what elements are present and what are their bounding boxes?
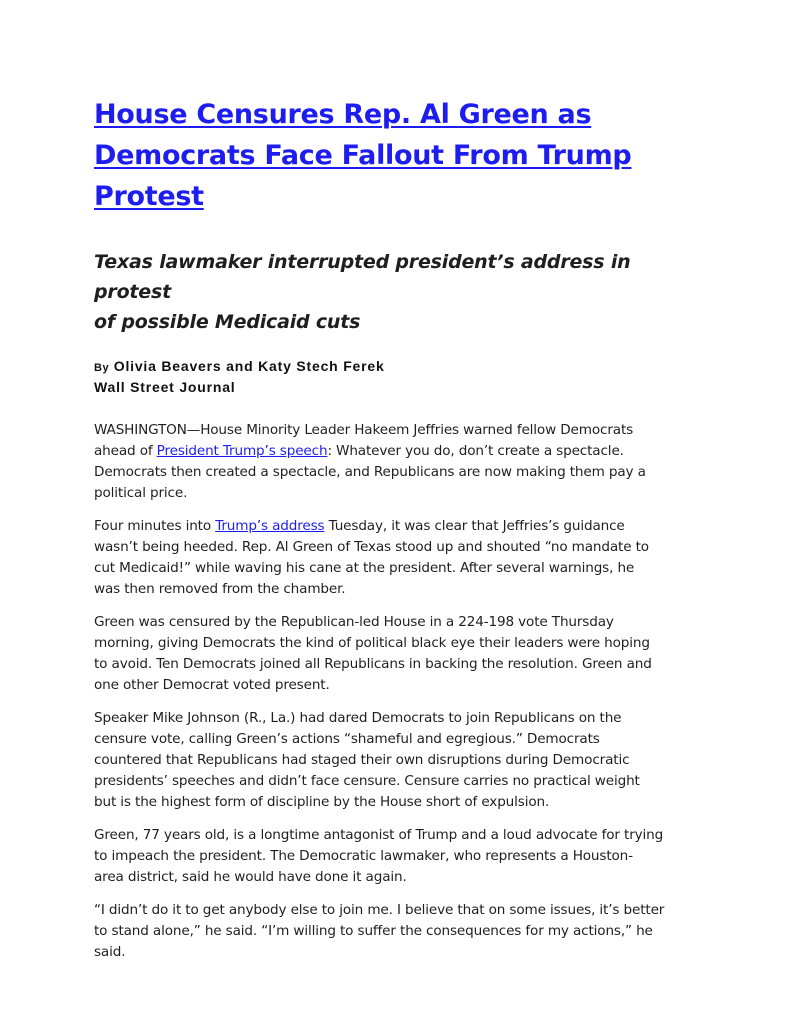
text-segment: political price. bbox=[94, 485, 188, 501]
paragraph-line bbox=[94, 633, 704, 654]
paragraph-line bbox=[94, 675, 704, 696]
article-body bbox=[94, 420, 704, 963]
paragraph-line bbox=[94, 825, 704, 846]
body-paragraph bbox=[94, 516, 704, 600]
byline bbox=[94, 357, 704, 397]
headline-line[interactable]: House Censures Rep. Al Green as bbox=[94, 99, 592, 130]
headline-line[interactable]: Democrats Face Fallout From Trump bbox=[94, 140, 632, 171]
byline-publication: Wall Street Journal bbox=[94, 379, 236, 395]
paragraph-line bbox=[94, 900, 704, 921]
paragraph-line bbox=[94, 420, 704, 441]
paragraph-line bbox=[94, 792, 704, 813]
body-paragraph bbox=[94, 900, 704, 963]
inline-link[interactable]: President Trump’s speech bbox=[156, 443, 328, 459]
inline-link[interactable]: Trump’s address bbox=[215, 518, 325, 534]
body-paragraph bbox=[94, 420, 704, 504]
paragraph-line bbox=[94, 867, 704, 888]
text-segment: wasn’t being heeded. Rep. Al Green of Texas stood up and shouted “no mandate to bbox=[94, 539, 649, 555]
text-segment: was then removed from the chamber. bbox=[94, 581, 346, 597]
paragraph-line bbox=[94, 516, 704, 537]
body-paragraph bbox=[94, 612, 704, 696]
paragraph-line bbox=[94, 441, 704, 462]
paragraph-line bbox=[94, 462, 704, 483]
paragraph-line bbox=[94, 708, 704, 729]
text-segment: Four minutes into bbox=[94, 518, 216, 534]
article bbox=[94, 94, 704, 975]
paragraph-line bbox=[94, 846, 704, 867]
text-segment: censure vote, calling Green’s actions “shameful and egregious.” Democrats bbox=[94, 731, 600, 747]
text-segment: one other Democrat voted present. bbox=[94, 677, 330, 693]
text-segment: but is the highest form of discipline by the House short of expulsion. bbox=[94, 794, 550, 810]
text-segment: Democrats then created a spectacle, and Republicans are now making them pay a bbox=[94, 464, 646, 480]
paragraph-line bbox=[94, 750, 704, 771]
text-segment: to stand alone,” he said. “I’m willing to suffer the consequences for my actions,” he bbox=[94, 923, 653, 939]
article-headline[interactable] bbox=[94, 94, 704, 217]
byline-authors-row bbox=[94, 357, 704, 378]
byline-by-label: By bbox=[94, 362, 110, 374]
byline-authors: Olivia Beavers and Katy Stech Ferek bbox=[113, 358, 385, 374]
paragraph-line bbox=[94, 921, 704, 942]
text-segment: WASHINGTON—House Minority Leader Hakeem Jeffries warned fellow Democrats bbox=[94, 422, 634, 438]
paragraph-line bbox=[94, 942, 704, 963]
text-segment: said. bbox=[94, 944, 126, 960]
text-segment: “I didn’t do it to get anybody else to join me. I believe that on some issues, it’s better bbox=[94, 902, 665, 918]
paragraph-line bbox=[94, 771, 704, 792]
text-segment: countered that Republicans had staged their own disruptions during Democratic bbox=[94, 752, 630, 768]
text-segment: morning, giving Democrats the kind of political black eye their leaders were hoping bbox=[94, 635, 650, 651]
paragraph-line bbox=[94, 729, 704, 750]
text-segment: : Whatever you do, don’t create a spectacle. bbox=[327, 443, 624, 459]
subhead-line: of possible Medicaid cuts bbox=[94, 311, 361, 333]
subhead-line: Texas lawmaker interrupted president’s address in protest bbox=[94, 251, 631, 303]
text-segment: Speaker Mike Johnson (R., La.) had dared Democrats to join Republicans on the bbox=[94, 710, 622, 726]
paragraph-line bbox=[94, 654, 704, 675]
article-subheadline bbox=[94, 247, 704, 337]
text-segment: ahead of bbox=[94, 443, 157, 459]
headline-line[interactable]: Protest bbox=[94, 181, 204, 212]
text-segment: area district, said he would have done it again. bbox=[94, 869, 407, 885]
text-segment: Green, 77 years old, is a longtime antagonist of Trump and a loud advocate for trying bbox=[94, 827, 664, 843]
body-paragraph bbox=[94, 708, 704, 813]
text-segment: Tuesday, it was clear that Jeffries’s guidance bbox=[324, 518, 625, 534]
paragraph-line bbox=[94, 483, 704, 504]
paragraph-line bbox=[94, 537, 704, 558]
paragraph-line bbox=[94, 579, 704, 600]
text-segment: to avoid. Ten Democrats joined all Republicans in backing the resolution. Green and bbox=[94, 656, 652, 672]
text-segment: presidents’ speeches and didn’t face censure. Censure carries no practical weight bbox=[94, 773, 640, 789]
paragraph-line bbox=[94, 558, 704, 579]
text-segment: Green was censured by the Republican-led House in a 224-198 vote Thursday bbox=[94, 614, 614, 630]
text-segment: to impeach the president. The Democratic lawmaker, who represents a Houston- bbox=[94, 848, 633, 864]
body-paragraph bbox=[94, 825, 704, 888]
text-segment: cut Medicaid!” while waving his cane at the president. After several warnings, he bbox=[94, 560, 635, 576]
paragraph-line bbox=[94, 612, 704, 633]
